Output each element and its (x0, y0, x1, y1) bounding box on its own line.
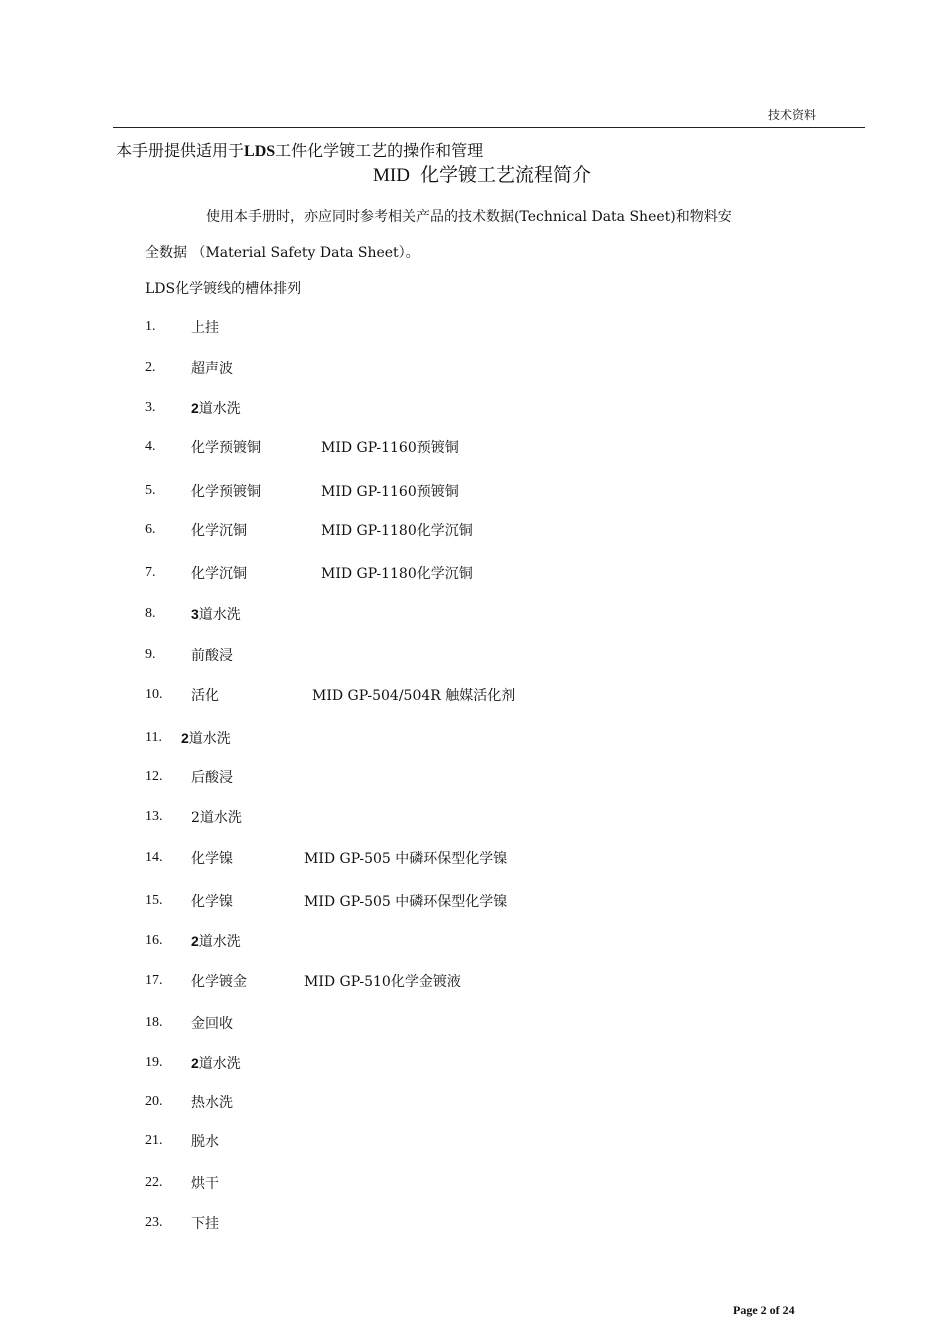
step-name: 上挂 (191, 320, 219, 336)
step-number: 17. (145, 973, 163, 988)
step-number: 21. (145, 1133, 163, 1148)
step-name: 烘干 (191, 1176, 219, 1192)
step-name-bold: 2 (181, 730, 189, 746)
step-number: 9. (145, 647, 156, 662)
step-name-text: 道水洗 (198, 1056, 241, 1072)
step-name: 热水洗 (191, 1095, 233, 1111)
step-name: 化学沉铜 (191, 523, 247, 539)
step-name: 下挂 (191, 1216, 219, 1232)
step-product: MID GP-1160预镀铜 (321, 440, 459, 456)
step-number: 18. (145, 1015, 163, 1030)
step-name-text: 道水洗 (198, 607, 241, 623)
step-product: MID GP-1180化学沉铜 (321, 566, 473, 582)
step-name-text: 道水洗 (198, 401, 241, 417)
intro-prefix: 本手册提供适用于 (116, 141, 245, 160)
step-name: 化学预镀铜 (191, 440, 261, 456)
header-label: 技术资料 (768, 108, 817, 122)
step-name-bold: 2 (191, 933, 199, 949)
step-name: 前酸浸 (191, 648, 233, 664)
step-name (181, 728, 231, 748)
step-number: 2. (145, 360, 156, 375)
step-name: 化学沉铜 (191, 566, 247, 582)
step-number: 20. (145, 1094, 163, 1109)
section-heading: LDS化学镀线的槽体排列 (145, 281, 302, 297)
step-name (191, 604, 241, 624)
step-product: MID GP-504/504R 触媒活化剂 (312, 688, 516, 704)
intro-suffix: 工件化学镀工艺的操作和管理 (275, 141, 484, 160)
step-number: 4. (145, 439, 156, 454)
step-number: 13. (145, 809, 163, 824)
step-name-text: 道水洗 (198, 934, 241, 950)
step-number: 3. (145, 400, 156, 415)
step-number: 1. (145, 319, 156, 334)
header-rule (113, 127, 865, 128)
step-name-bold: 2 (191, 1055, 199, 1071)
step-product: MID GP-1160预镀铜 (321, 484, 459, 500)
step-name: 化学镀金 (191, 974, 247, 990)
step-name: 脱水 (191, 1134, 219, 1150)
title-mid: MID (373, 165, 410, 186)
step-name: 后酸浸 (191, 770, 233, 786)
step-name: 活化 (191, 688, 219, 704)
step-name: 2道水洗 (191, 810, 242, 826)
step-name (191, 398, 241, 418)
intro-bold: LDS (244, 143, 276, 160)
step-name: 金回收 (191, 1016, 233, 1032)
step-number: 22. (145, 1175, 163, 1190)
step-number: 5. (145, 483, 156, 498)
step-name: 化学镍 (191, 851, 233, 867)
step-name: 化学镍 (191, 894, 233, 910)
paragraph-line-2: 全数据 （Material Safety Data Sheet）。 (145, 245, 420, 261)
step-number: 7. (145, 565, 156, 580)
step-number: 8. (145, 606, 156, 621)
step-number: 12. (145, 769, 163, 784)
step-number: 6. (145, 522, 156, 537)
step-product: MID GP-505 中磷环保型化学镍 (304, 851, 508, 867)
step-number: 23. (145, 1215, 163, 1230)
step-number: 16. (145, 933, 163, 948)
step-name: 化学预镀铜 (191, 484, 261, 500)
step-name: 超声波 (191, 361, 233, 377)
step-product: MID GP-1180化学沉铜 (321, 523, 473, 539)
page-title (373, 160, 591, 187)
title-text: 化学镀工艺流程简介 (419, 164, 591, 186)
step-name (191, 1053, 241, 1073)
paragraph-line-1: 使用本手册时，亦应同时参考相关产品的技术数据(Technical Data Sheet)和物料安 (206, 209, 732, 225)
page-footer: Page 2 of 24 (733, 1303, 795, 1317)
step-number: 14. (145, 850, 163, 865)
step-number: 11. (145, 730, 162, 745)
step-name (191, 931, 241, 951)
step-name-bold: 3 (191, 606, 199, 622)
step-number: 15. (145, 893, 163, 908)
intro-line (116, 138, 483, 161)
step-number: 19. (145, 1055, 163, 1070)
step-name-bold: 2 (191, 400, 199, 416)
step-product: MID GP-505 中磷环保型化学镍 (304, 894, 508, 910)
step-number: 10. (145, 687, 163, 702)
step-name-text: 道水洗 (188, 731, 231, 747)
step-product: MID GP-510化学金镀液 (304, 974, 461, 990)
